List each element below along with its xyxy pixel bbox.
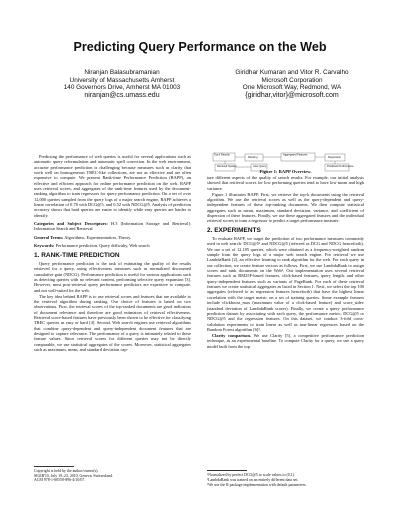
footnote-1: ¹Normalized by perfect DCG@5 to scale values to (0,1): [207, 473, 294, 477]
figure-label-top-k: Top-k Results: [214, 153, 230, 157]
left-column: [34, 154, 191, 499]
section-1-paragraph-1: Query performance prediction is the task of estimating the quality of the results retrieved for a query, using effectiveness measures such as normalized discounted cumulative gain (NDCG). Performance prediction is useful for various applications such as detecting queries with no relevant content, performing selective query expansion [3]. However, most post-retrieval query performance predictors are expensive to compute, and not well-suited for the web.: [34, 260, 191, 293]
keywords-line: [34, 243, 191, 248]
keywords-value: Performance prediction, Query difficulty, Web search: [54, 243, 150, 249]
figure-label-aggregated: Aggregated Features: [283, 153, 308, 157]
figure-caption: Figure 1: RAPP Overview.: [259, 169, 312, 174]
author-email: {giridhar,vitor}@microsoft.com: [245, 91, 339, 99]
footnote-3: ³We use the R package implementation with default parameters.: [207, 482, 307, 487]
figure-label-regression: Regression: [328, 156, 342, 159]
general-terms-line: [34, 235, 191, 240]
categories-value: H.3 [Information Storage and Retrieval]: Information Search and Retrieval: [34, 221, 191, 232]
right-paragraph-2: Figure 1 illustrates RAPP. First, we retrieve the top-k documents using the retrieval algorithm. We use the retrieval scores as well as the query-dependent and query-independent features of these top-ranking documents. We then compute statistical aggregates such as mean, maximum, standard deviation, variance, and coefficient of dispersion of these features. Finally, we use these aggregated features and the individual retrieval scores to train a regressor to predict a target performance measure.: [207, 191, 364, 224]
categories-line: [34, 221, 191, 232]
author-email: niranjan@cs.umass.edu: [84, 91, 160, 99]
paper-title: Predicting Query Performance on the Web: [73, 40, 327, 54]
author-block-2: [222, 69, 362, 99]
copyright-rule: [34, 466, 74, 467]
keywords-label: Keywords:: [34, 243, 55, 249]
figure-label-ranking: Ranking: [248, 156, 258, 159]
section-1-heading: 1. RANK-TIME PREDICTION: [34, 251, 120, 259]
categories-label: Categories and Subject Descriptors:: [34, 221, 108, 227]
author-block-1: [52, 69, 192, 99]
figure-label-user-query: User Query: [253, 165, 267, 168]
general-terms-value: Algorithms, Experimentation, Theory.: [63, 234, 132, 240]
clarity-comparison-text: We use Clarity [5], a competitive performance prediction technique, as an experimental baseline. To compute Clarity for a query, we use a query model built from the top: [207, 332, 364, 349]
right-paragraph-1: ture different aspects of the quality of search results. For example, our initial analysis showed that retrieval scores for low performing queries tend to have low mean and high variance.: [207, 175, 364, 191]
general-terms-label: General Terms:: [34, 234, 64, 240]
author-address: 140 Governors Drive, Amherst MA 01003: [63, 84, 181, 92]
copyright-line-3: ACM 978-1-60558-896-4/10/07.: [34, 478, 86, 483]
copyright-notice: [34, 466, 191, 483]
copyright-line-2: SIGIR'10, July 19–23, 2010, Geneva, Switzerland.: [34, 473, 113, 478]
section-1-paragraph-2: The key idea behind RAPP is to use retrieval scores and features that are available to the retrieval algorithm during ranking. Our choice of features is based on two observations. First, the retrieval scores of the top-ranked documents are good indicators of document relevance and therefore are good estimators of retrieval effectiveness. Retrieval score-based features have previously been shown to be effective for classifying TREC queries as easy or hard [4]. Second, Web search engines use retrieval algorithms that combine query-dependent and query-independent document features that are designed to capture relevance. The performance of a query is intimately related to these feature values. Since retrieval scores for different queries may not be directly comparable, we use statistical aggregates of the scores. Moreover, statistical aggregates such as maximum, mean, and standard deviation cap-: [34, 293, 191, 352]
footnotes: [207, 470, 364, 487]
copyright-line-1: Copyright is held by the author/owner(s).: [34, 469, 99, 473]
clarity-comparison-label: Clarity comparison.: [212, 332, 252, 338]
figure-label-retrieval: Retrieval System: [217, 165, 237, 168]
right-paragraph-4: [207, 333, 364, 349]
author-name: Niranjan Balasubramanian: [84, 69, 160, 76]
figure-label-predicted: Predicted Performance: [327, 165, 354, 168]
author-affiliation: University of Massachusetts Amherst: [69, 76, 175, 84]
right-paragraph-3: To evaluate RAPP, we target the prediction of two performance measures commonly used in web search: DCG@5¹ and NDCG@5 (referred as DCG and NDCG henceforth). We use a set of 12,185 queries, which were obtained as a frequency-weighted random sample from the query logs of a major web search engine. For retrieval we use LambdaRank [2], an effective learning to rank algorithm for the web. For each query in our collection, we create feature vectors as follows. First, we use LambdaRank to assign scores and rank documents on the Web². Our implementation uses several retrieval features such as BM25F-based features, click-based features, query length, and other query-independent features such as variants of PageRank. For each of these retrieval features we create statistical aggregates as listed in Section 1. Next, we select the top 100 aggregates (referred to as regression features henceforth) that have the highest linear correlation with the target metric on a set of training queries. Some example features include clickboost_max (maximum value of a click-based feature) and score_stdev (standard deviation of LambdaRank scores). Finally, we create a query performance prediction dataset by associating with each query, the performance metric, DCG@5 or NDCG@5 and the regression features. On this dataset, we conduct 3-fold cross-validation experiments to train linear as well as non-linear regressors based on the Random Forest algorithm [6]³.: [207, 236, 364, 332]
right-column: [207, 175, 364, 469]
footnote-2: ²LambdaRank was trained on an entirely different data set.: [207, 477, 299, 482]
abstract-text: Predicting the performance of web queries is useful for several applications such as automatic query reformulation and automatic spell correction. In the web environment, accurate performance prediction is challenging because measures such as clarity that work well on homogeneous TREC-like collections, are not as effective and are often expensive to compute. We present Rank-time Performance Prediction (RAPP), an effective and efficient approach for online performance prediction on the web. RAPP uses retrieval scores, and aggregates of the rank-time features used by the document-ranking algorithm to train regressors for query performance prediction. On a set of over 12,000 queries sampled from the query logs of a major search engine, RAPP achieves a linear correlation of 0.78 with DCG@5, and 0.52 with NDCG@5. Analysis of prediction accuracy shows that hard queries are easier to identify while easy queries are harder to identify.: [34, 154, 191, 218]
author-affiliation: Microsoft Corporation: [261, 76, 323, 84]
footnote-rule: [207, 470, 247, 471]
figure-arrows: [225, 157, 335, 167]
author-name: Giridhar Kumaran and Vitor R. Carvalho: [235, 69, 349, 76]
section-2-heading: 2. EXPERIMENTS: [207, 226, 261, 234]
author-address: One Microsoft Way, Redmond, WA: [242, 84, 342, 92]
